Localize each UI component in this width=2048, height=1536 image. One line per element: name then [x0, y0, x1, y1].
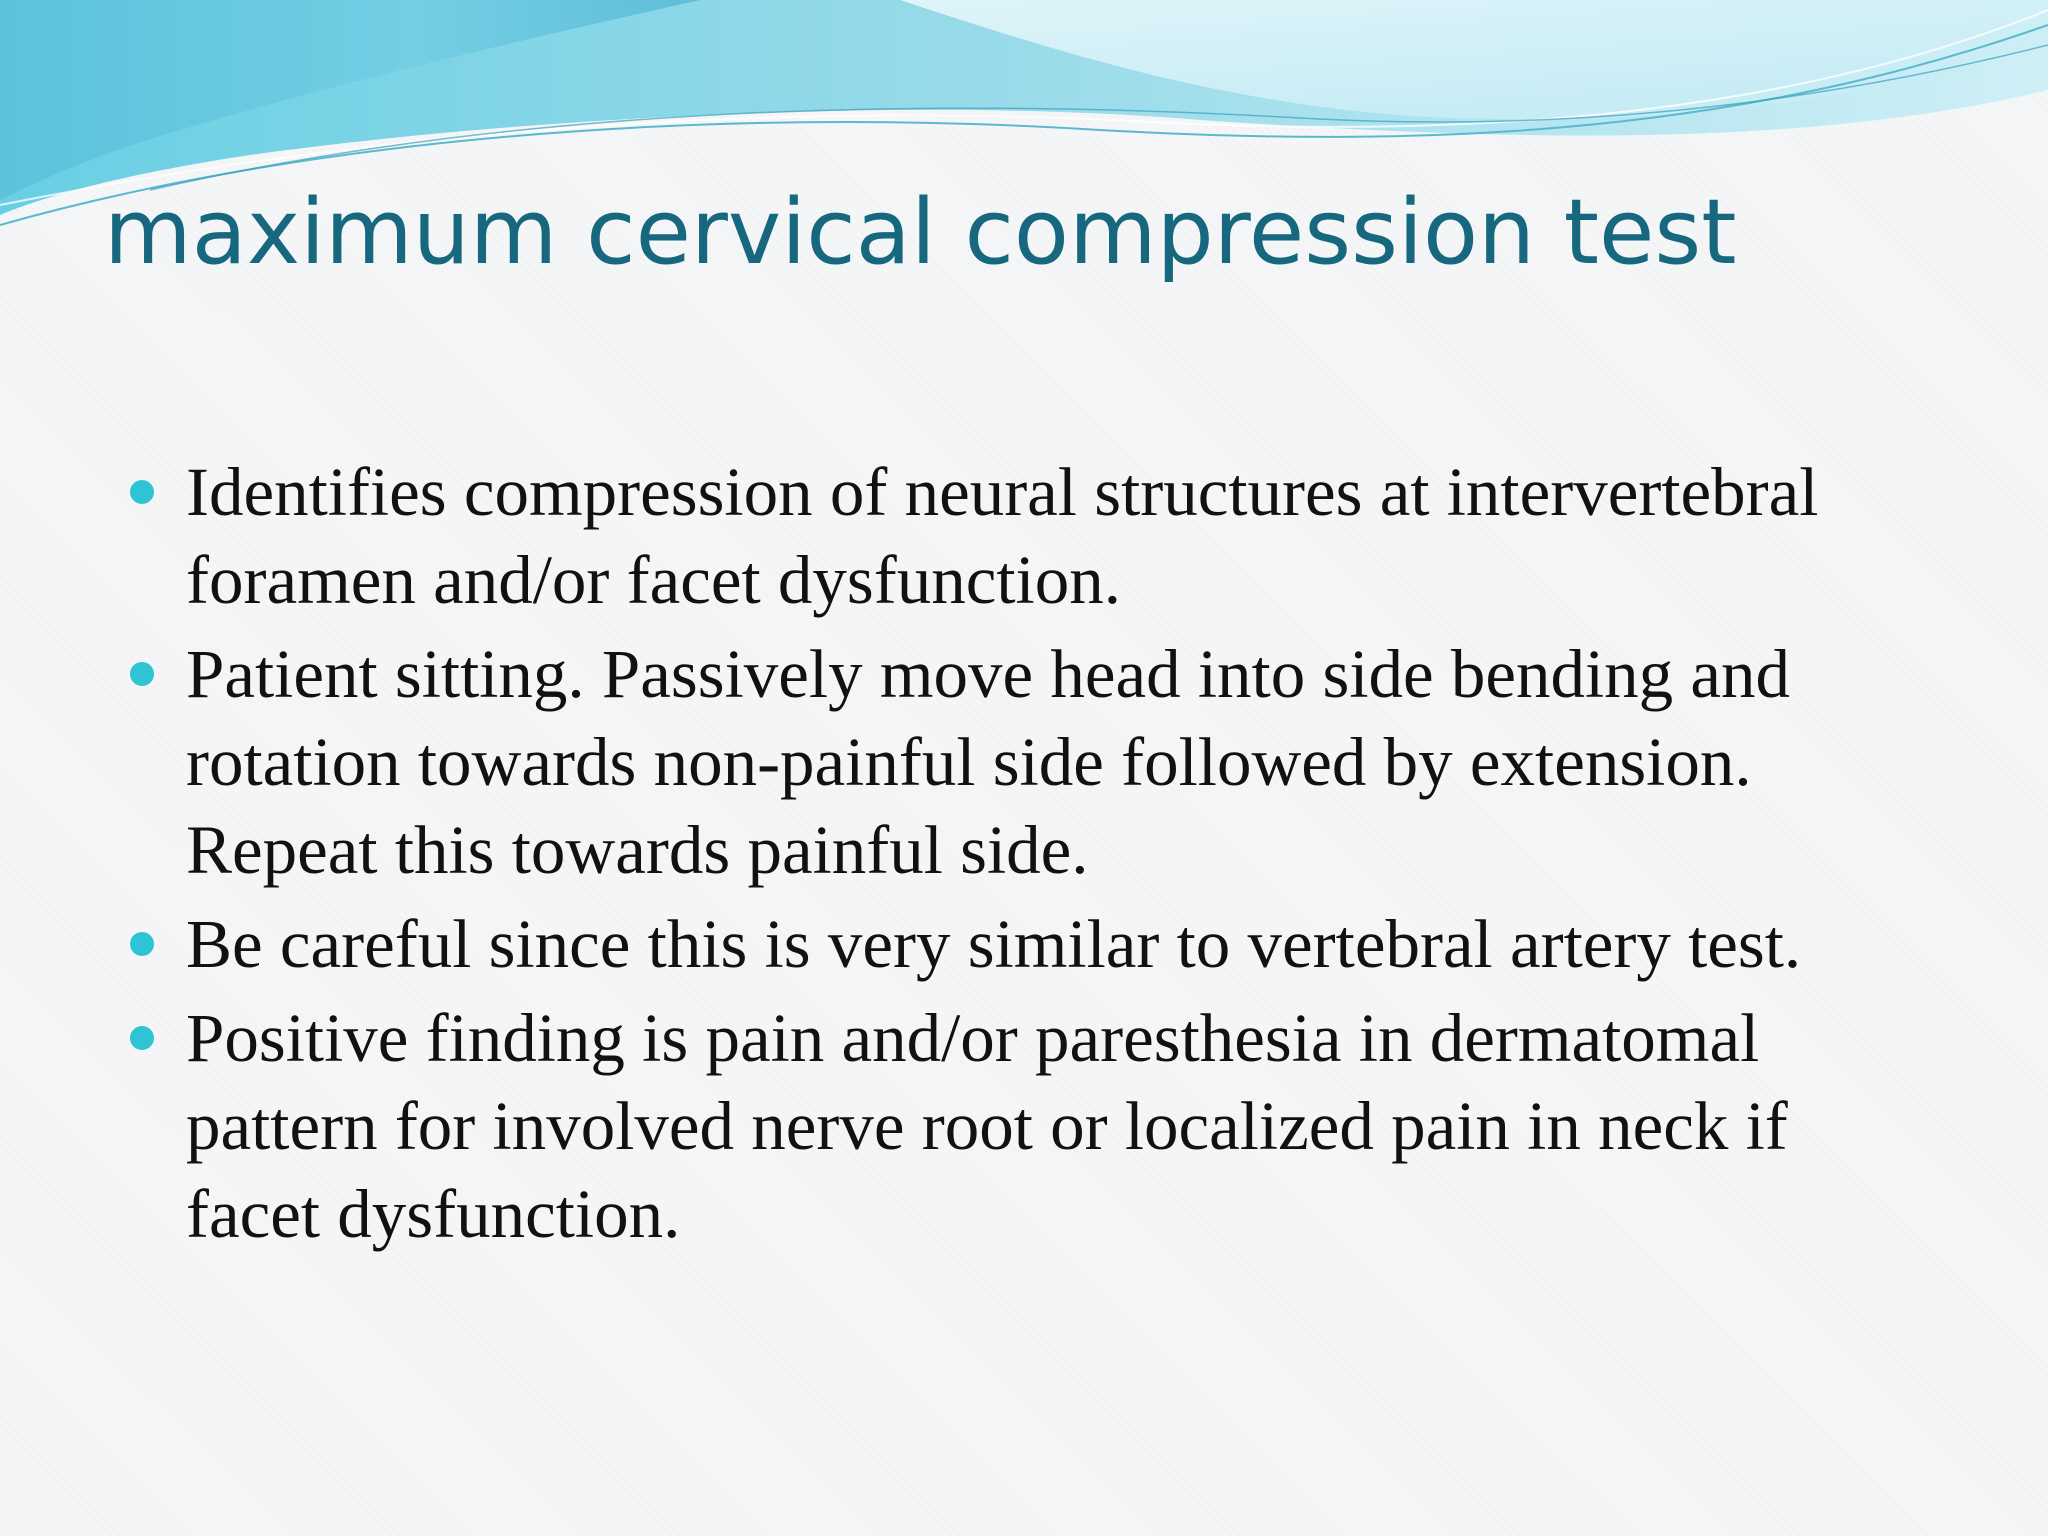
list-item — [130, 630, 1930, 894]
bullet-icon — [130, 1026, 154, 1050]
list-item — [130, 448, 1930, 624]
list-item — [130, 994, 1930, 1258]
slide-title: maximum cervical compression test — [104, 180, 1737, 285]
bullet-icon — [130, 932, 154, 956]
bullet-text: Patient sitting. Passively move head into side bending and rotation towards non-painful side followed by extension. Repeat this towards painful side. — [186, 636, 1791, 888]
bullet-icon — [130, 480, 154, 504]
bullet-icon — [130, 662, 154, 686]
bullet-text: Positive finding is pain and/or paresthesia in dermatomal pattern for involved nerve root or localized pain in neck if facet dysfunction. — [186, 1000, 1788, 1252]
list-item — [130, 900, 1930, 988]
bullet-list — [130, 448, 1930, 1264]
bullet-text: Be careful since this is very similar to vertebral artery test. — [186, 906, 1802, 982]
bullet-text: Identifies compression of neural structures at intervertebral foramen and/or facet dysfunction. — [186, 454, 1819, 618]
